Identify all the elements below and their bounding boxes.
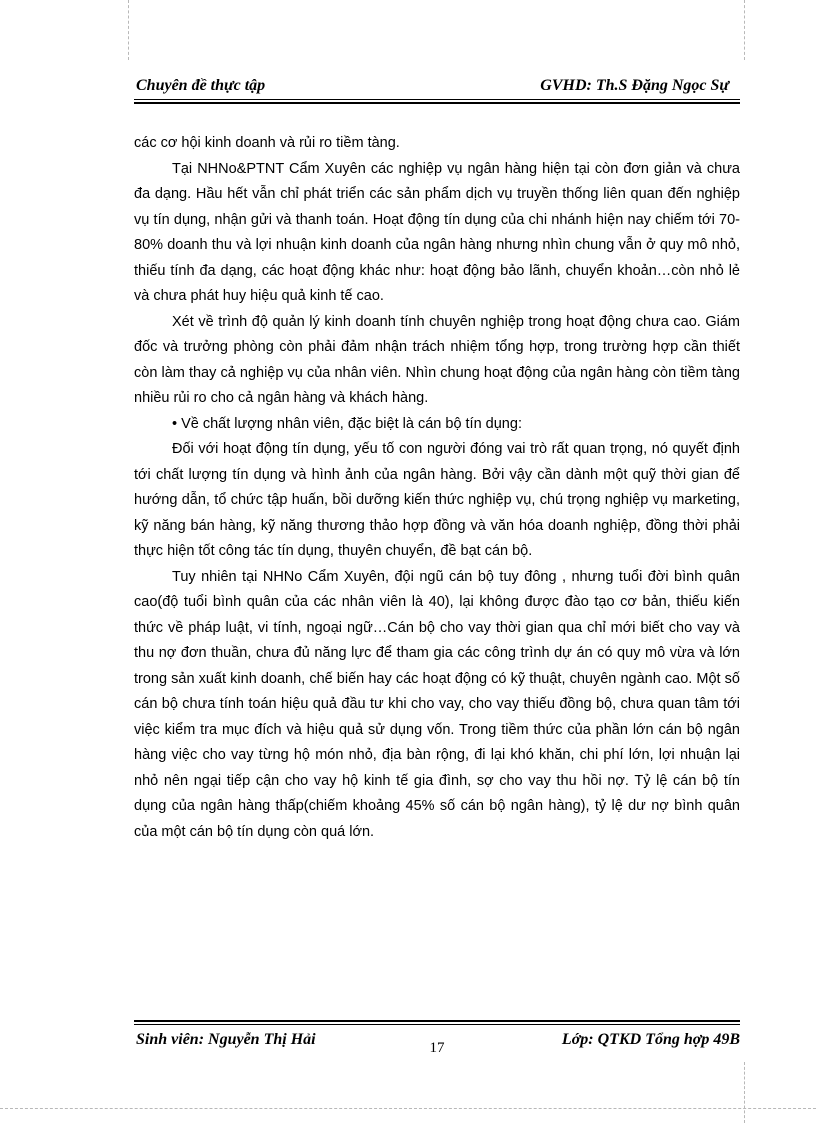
header-left: Chuyên đề thực tập: [136, 77, 266, 94]
bullet-heading: • Về chất lượng nhân viên, đặc biệt là cán bộ tín dụng:: [172, 415, 522, 432]
paragraph: Tuy nhiên tại NHNo Cẩm Xuyên, đội ngũ cán bộ tuy đông , nhưng tuổi đời bình quân cao(độ tuổi bình quân của các nhân viên là 40), lại không được đào tạo cơ bản, thiếu kiến thức về pháp luật, vi tính, ngoại ngữ…Cán bộ cho vay thời gian qua chỉ mới biết cho vay và thu nợ đơn thuần, chưa đủ năng lực để tham gia các công trình dự án có quy mô vừa và lớn trong sản xuất kinh doanh, chế biến hay các hoạt động có kỹ thuật, chuyên ngành cao. Một số cán bộ chưa tính toán hiệu quả đầu tư khi cho vay, cho vay thiếu đồng bộ, chưa quan tâm tới việc kiểm tra mục đích và hiệu quả sử dụng vốn. Trong tiềm thức của phần lớn cán bộ ngân hàng việc cho vay từng hộ món nhỏ, địa bàn rộng, đi lại khó khăn, chi phí lớn, lợi nhuận lại nhỏ nên ngại tiếp cận cho vay hộ kinh tế gia đình, sợ cho vay thu hồi nợ. Tỷ lệ cán bộ tín dụng của ngân hàng thấp(chiếm khoảng 45% số cán bộ ngân hàng), tỷ lệ dư nợ bình quân của một cán bộ tín dụng còn quá lớn.: [134, 568, 740, 840]
paragraph: Đối với hoạt động tín dụng, yếu tố con người đóng vai trò rất quan trọng, nó quyết định tới chất lượng tín dụng và hình ảnh của ngân hàng. Bởi vậy cần dành một quỹ thời gian để hướng dẫn, tổ chức tập huấn, bồi dưỡng kiến thức nghiệp vụ, chú trọng nghiệp vụ marketing, kỹ năng bán hàng, kỹ năng thương thảo hợp đồng và văn hóa doanh nghiệp, đồng thời phải thực hiện tốt công tác tín dụng, thuyên chuyển, đề bạt cán bộ.: [134, 441, 740, 559]
header-rule: [134, 99, 740, 104]
paragraph: các cơ hội kinh doanh và rủi ro tiềm tàng.: [134, 135, 400, 151]
footer-left: Sinh viên: Nguyễn Thị Hải: [136, 1031, 316, 1048]
crop-mark: [0, 1108, 816, 1109]
crop-mark: [744, 0, 745, 60]
paragraph: Tại NHNo&PTNT Cẩm Xuyên các nghiệp vụ ngân hàng hiện tại còn đơn giản và chưa đa dạng. Hầu hết vẫn chỉ phát triển các sản phẩm dịch vụ truyền thống liên quan đến nghiệp vụ tín dụng, nhận gửi và thanh toán. Hoạt động tín dụng của chi nhánh hiện nay chiếm tới 70-80% doanh thu và lợi nhuận kinh doanh của ngân hàng nhưng nhìn chung vẫn ở quy mô nhỏ, thiếu tính đa dạng, các hoạt động khác như: hoạt động bảo lãnh, chuyển khoản…còn nhỏ lẻ và chưa phát huy hiệu quả kinh tế cao.: [134, 160, 740, 304]
crop-mark: [744, 1062, 745, 1123]
footer-right: Lớp: QTKD Tổng hợp 49B: [561, 1031, 740, 1048]
crop-mark: [128, 0, 129, 60]
page-number: 17: [429, 1040, 445, 1056]
header-right: GVHD: Th.S Đặng Ngọc Sự: [540, 77, 729, 94]
footer-rule: [134, 1020, 740, 1025]
paragraph: Xét về trình độ quản lý kinh doanh tính chuyên nghiệp trong hoạt động chưa cao. Giám đốc và trưởng phòng còn phải đảm nhận trách nhiệm tổng hợp, trong trường hợp cần thiết còn làm thay cả nghiệp vụ của nhân viên. Nhìn chung hoạt động của ngân hàng còn tiềm tàng nhiều rủi ro cho cả ngân hàng và khách hàng.: [134, 313, 740, 406]
body-text: [134, 131, 740, 845]
